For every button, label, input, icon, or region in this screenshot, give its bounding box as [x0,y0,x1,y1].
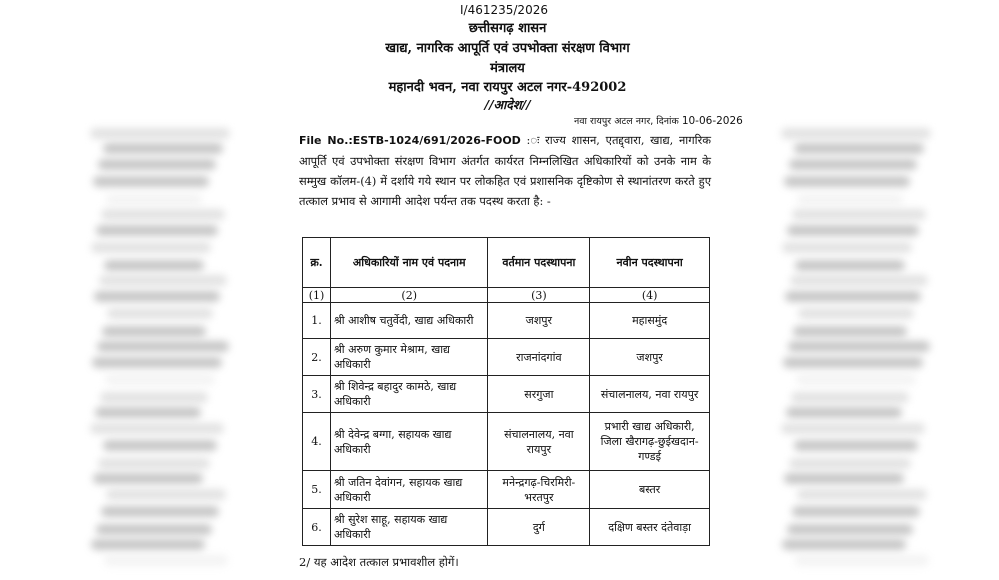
blurred-line [106,489,226,500]
blurred-line [795,260,905,271]
row-name: श्री शिवेन्द्र बहादुर कामठे, खाद्य अधिकारी [330,376,488,413]
row-serial: 2. [303,339,331,376]
blurred-line [92,357,222,368]
blurred-line [103,143,223,154]
row-name: श्री अरुण कुमार मेश्राम, खाद्य अधिकारी [330,339,488,376]
blurred-line [104,555,228,566]
blurred-line [784,473,904,484]
blurred-line [798,308,914,319]
blurred-line [96,225,218,236]
blurred-line [789,159,917,170]
row-serial: 1. [303,303,331,339]
blurred-line [781,128,931,139]
col-num-1: (1) [303,288,331,303]
blurred-line [794,440,918,451]
blurred-line [99,275,227,286]
blurred-line [789,458,911,469]
dateline-date: 10-06-2026 [681,115,743,127]
file-number: File No.:ESTB-1024/691/2026-FOOD [299,134,521,147]
blurred-line [107,308,213,319]
blurred-line [785,291,921,302]
table-row [303,303,710,339]
govt-title: छत्तीसगढ़ शासन [468,21,547,36]
table-header-row [303,238,710,288]
blurred-line [796,374,916,385]
col-num-4: (4) [590,288,710,303]
row-serial: 6. [303,509,331,546]
blurred-line [93,473,203,484]
blurred-line [794,143,924,154]
blurred-line [91,539,205,550]
blurred-line [795,555,929,566]
header-new: नवीन पदस्थापना [590,238,710,288]
order-title: //आदेश// [484,97,531,112]
blurred-line [103,440,217,451]
row-current: मनेन्द्रगढ़-चिरमिरी-भरतपुर [488,471,590,509]
row-name: श्री देवेन्द्र बग्गा, सहायक खाद्य अधिकारी [330,413,488,471]
blurred-line [790,275,928,286]
row-serial: 3. [303,376,331,413]
row-current: दुर्ग [488,509,590,546]
blurred-left-page [0,0,242,580]
dateline [574,114,743,127]
blurred-line [797,489,927,500]
row-current: जशपुर [488,303,590,339]
blurred-line [792,209,926,220]
ministry-title: मंत्रालय [490,61,525,76]
blurred-line [101,506,219,517]
blurred-line [100,392,208,403]
blurred-line [96,524,212,535]
row-new: प्रभारी खाद्य अधिकारी, जिला खैरागढ़-छुईखदान-गण्डई [590,413,710,471]
table-row [303,339,710,376]
order-body [299,130,711,211]
order-text: :ः राज्य शासन, एतद्द्वारा, खाद्य, नागरिक आपूर्ति एवं उपभोक्ता संरक्षण विभाग अंतर्गत कार्यरत निम्नलिखित अधिकारियों को उनके नाम के सम्मुख कॉलम-(4) में दर्शाये गये स्थान पर लोकहित एवं प्रशासनिक दृष्टिकोण से स्थानांतरण करते हुए तत्काल प्रभाव से आगामी आदेश पर्यन्त तक पदस्थ करता है: - [299,133,711,208]
blurred-line [787,524,913,535]
blurred-line [95,407,201,418]
blurred-line [90,128,230,139]
row-new: महासमुंद [590,303,710,339]
blurred-line [786,407,902,418]
blurred-line [782,539,906,550]
dateline-place: नवा रायपुर अटल नगर, दिनांक [574,116,679,127]
blurred-line [91,242,211,253]
blurred-line [792,506,920,517]
header-current: वर्तमान पदस्थापना [488,238,590,288]
col-num-3: (3) [488,288,590,303]
table-row [303,471,710,509]
header-name: अधिकारियों नाम एवं पदनाम [330,238,488,288]
row-name: श्री सुरेश साहू, सहायक खाद्य अधिकारी [330,509,488,546]
blurred-line [98,458,210,469]
department-title: खाद्य, नागरिक आपूर्ति एवं उपभोक्ता संरक्षण विभाग [385,41,630,56]
blurred-line [793,326,907,337]
row-name: श्री आशीष चतुर्वेदी, खाद्य अधिकारी [330,303,488,339]
row-current: राजनांदगांव [488,339,590,376]
address: महानदी भवन, नवा रायपुर अटल नगर-492002 [388,80,627,95]
order-footer: 2/ यह आदेश तत्काल प्रभावशील होगें। [299,555,459,569]
table-row [303,413,710,471]
blurred-line [104,260,204,271]
blurred-line [788,341,930,352]
blurred-line [781,423,925,434]
row-serial: 4. [303,413,331,471]
blurred-line [90,423,224,434]
blurred-line [791,392,909,403]
row-new: बस्तर [590,471,710,509]
row-new: दक्षिण बस्तर दंतेवाड़ा [590,509,710,546]
row-new: जशपुर [590,339,710,376]
row-name: श्री जतिन देवांगन, सहायक खाद्य अधिकारी [330,471,488,509]
blurred-line [105,374,215,385]
col-num-2: (2) [330,288,488,303]
blurred-line [102,326,206,337]
blurred-line [782,242,912,253]
row-new: संचालनालय, नवा रायपुर [590,376,710,413]
blurred-right-page [773,0,999,580]
column-number-row [303,288,710,303]
row-current: संचालनालय, नवा रायपुर [488,413,590,471]
reference-number: I/461235/2026 [460,3,548,17]
blurred-line [787,225,919,236]
blurred-line [94,291,220,302]
table-row [303,509,710,546]
header-serial: क्र. [303,238,331,288]
blurred-line [97,341,229,352]
transfer-table [302,237,710,546]
blurred-line [98,159,216,170]
blurred-line [93,176,209,187]
blurred-line [101,209,225,220]
order-document [242,0,773,580]
blurred-line [784,176,910,187]
table-row [303,376,710,413]
blurred-line [783,357,923,368]
row-serial: 5. [303,471,331,509]
blurred-line [106,194,202,205]
blurred-line [797,194,903,205]
row-current: सरगुजा [488,376,590,413]
